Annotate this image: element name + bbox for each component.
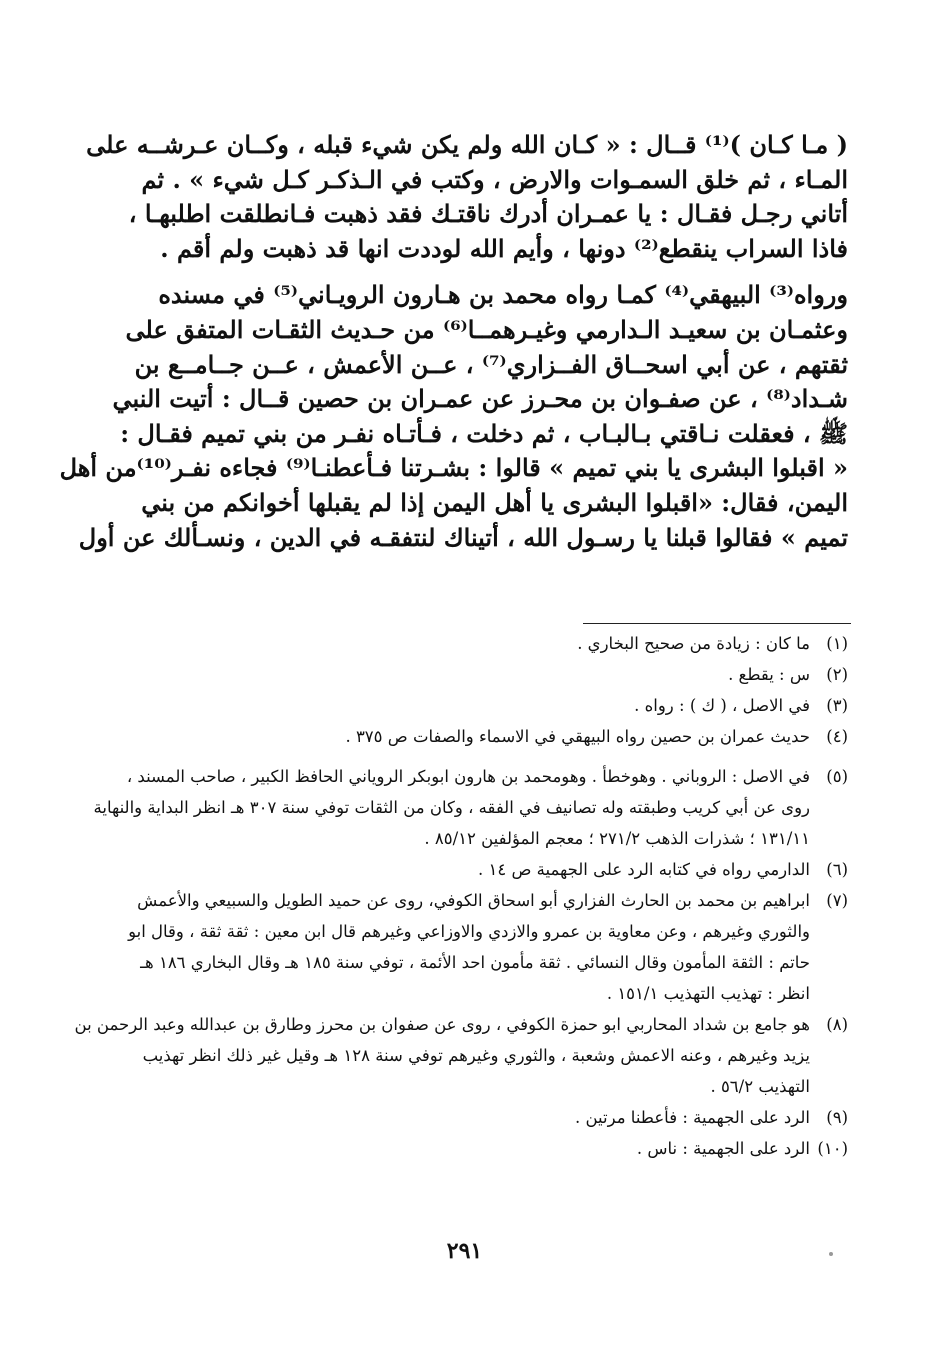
footnote-number: (٥): [826, 767, 848, 786]
text-line: ( مـا كـان )⁽¹⁾ قــال : « كـان الله ولم يكن شيء قبله ، وكــان عـرشــه على: [86, 130, 848, 159]
footnote-line: ما كان : زيادة من صحيح البخاري .: [577, 634, 810, 653]
text-line: اليمن، فقال: «اقبلوا البشرى يا أهل اليمن إذا لم يقبلها أخوانكم من بني: [141, 487, 848, 517]
footnote-divider: [583, 623, 851, 624]
footnote-text: [136, 1133, 810, 1164]
footnote-text: [128, 885, 810, 1009]
footnote: [136, 628, 848, 659]
footnote: [136, 659, 848, 690]
footnote-number: (٨): [826, 1015, 848, 1034]
footnote-text: [136, 854, 810, 885]
footnote-text: [94, 761, 811, 854]
main-text: [59, 128, 848, 555]
footnote-text: [136, 628, 810, 659]
footnote-line: الرد على الجهمية : ناس .: [636, 1139, 810, 1158]
footnote-line: هو جامع بن شداد المحاربي ابو حمزة الكوفي ، روى عن صفوان بن محرز وطارق بن عبدالله وعبد الرحمن بن: [74, 1015, 810, 1034]
text-line: فاذا السراب ينقطع⁽²⁾ دونها ، وأيم الله لوددت انها قد ذهبت ولم أقم .: [160, 233, 848, 263]
footnote-line: والثوري وغيرهم ، وعن معاوية بن عمرو والازدي والاوزاعي وغيرهم قال ابن معين : ثقة ثقة ، وقال ابو: [128, 922, 810, 941]
footnote-line: الرد على الجهمية : فأعطنا مرتين .: [574, 1108, 810, 1127]
footnote-line: في الاصل : الروباني . وهوخطأ . وهومحمد بن هارون ابوبكر الروياني الحافظ الكبير ، صاحب المسند ،: [126, 767, 810, 786]
text-line: « اقبلوا البشرى يا بني تميم » قالوا : بشـرتنا فـأعطنـا⁽⁹⁾ فجاءه نفـر⁽¹⁰⁾من أهل: [59, 453, 848, 483]
footnote-line: حاتم : الثقة المأمون وقال النسائي . ثقة مأمون احد الأئمة ، توفي سنة ١٨٥ هـ وقال البخاري ١٨٦ هـ: [140, 953, 810, 972]
footnote-line: التهذيب ٥٦/٢ .: [710, 1077, 810, 1096]
footnote-line: روى عن أبي كريب وطبقته وله تصانيف في الفقه ، وكان من الثقات توفي سنة ٣٠٧ هـ انظر البداية والنهاية: [93, 798, 810, 817]
footnote-line: حديث عمران بن حصين رواه البيهقي في الاسماء والصفات ص ٣٧٥ .: [345, 727, 810, 746]
paragraph-2: [59, 278, 848, 555]
text-line: ثقتهم ، عن أبي اسحــاق الفــزاري⁽⁷⁾ ، عــن الأعمش ، عــن جــامــع بن: [134, 349, 848, 379]
footnote-number: (١٠): [817, 1139, 848, 1158]
footnote-text: [136, 659, 810, 690]
text-line: ﷺ ، فعقلت نـاقتي بـالبـاب ، ثم دخلت ، فـأتـاه نفـر من بني تميم فقـال :: [120, 418, 848, 448]
footnote-text: [75, 1009, 810, 1102]
footnote: [93, 761, 848, 854]
footnote-text: [136, 690, 810, 721]
footnote-number: (١): [826, 634, 848, 653]
footnote: [128, 885, 848, 1009]
footnote: [136, 1133, 848, 1164]
text-line: ورواه⁽³⁾ البيهقي⁽⁴⁾ كمـا رواه محمد بن هـارون الرويـاني⁽⁵⁾ في مسنده: [158, 280, 848, 310]
footnote-line: ١٣١/١١ ؛ شذرات الذهب ٢٧١/٢ ؛ معجم المؤلفين ٨٥/١٢ .: [424, 829, 810, 848]
page-number: ٢٩١: [446, 1238, 483, 1264]
footnote-line: في الاصل ، ( ك ) : رواه .: [634, 696, 810, 715]
text-line: شـداد⁽⁸⁾ ، عن صفـوان بن محـرز عن عمـران بن حصين قــال : أتيت النبي: [112, 384, 848, 414]
paragraph-1: [86, 128, 848, 266]
text-line: المـاء ، ثم خلق السمـوات والارض ، وكتب في الـذكـر كـل شيء » . ثم: [141, 164, 848, 194]
footnote: [136, 854, 848, 885]
footnote-number: (٧): [826, 891, 848, 910]
footnote-text: [136, 1102, 810, 1133]
footnote: [136, 1102, 848, 1133]
text-line: تميم » فقالوا قبلنا يا رسـول الله ، أتيناك لنتفقـه في الدين ، ونسـألك عن أول: [78, 522, 848, 552]
footnote: [136, 690, 848, 721]
footnote-line: الدارمي رواه في كتابه الرد على الجهمية ص ١٤ .: [477, 860, 810, 879]
text-line: وعثمـان بن سعيـد الـدارمي وغيـرهمــا⁽⁶⁾ من حـديث الثقـات المتفق على: [125, 314, 848, 344]
footnote-number: (٦): [826, 860, 848, 879]
footnote: [136, 721, 848, 752]
footnote-number: (٤): [826, 727, 848, 746]
footnote-number: (٢): [826, 665, 848, 684]
footnote: [74, 1009, 848, 1102]
footnotes: [74, 628, 848, 1164]
scan-speck: [829, 1252, 833, 1256]
footnote-line: يزيد وغيرهم ، وعنه الاعمش وشعبة ، والثوري وغيرهم توفي سنة ١٢٨ هـ وقيل غير ذلك انظر تهذيب: [142, 1046, 810, 1065]
footnote-text: [136, 721, 810, 752]
footnote-line: ابراهيم بن محمد بن الحارث الفزاري أبو اسحاق الكوفي، روى عن حميد الطويل والسبيعي والأعمش: [137, 891, 810, 910]
footnote-number: (٣): [826, 696, 848, 715]
footnote-line: س : يقطع .: [728, 665, 810, 684]
footnote-line: انظر : تهذيب التهذيب ١٥١/١ .: [606, 984, 810, 1003]
text-line: أتاني رجـل فقـال : يا عمـران أدرك ناقتـك فقد ذهبت فـانطلقت اطلبهـا ،: [128, 199, 848, 229]
footnote-number: (٩): [826, 1108, 848, 1127]
